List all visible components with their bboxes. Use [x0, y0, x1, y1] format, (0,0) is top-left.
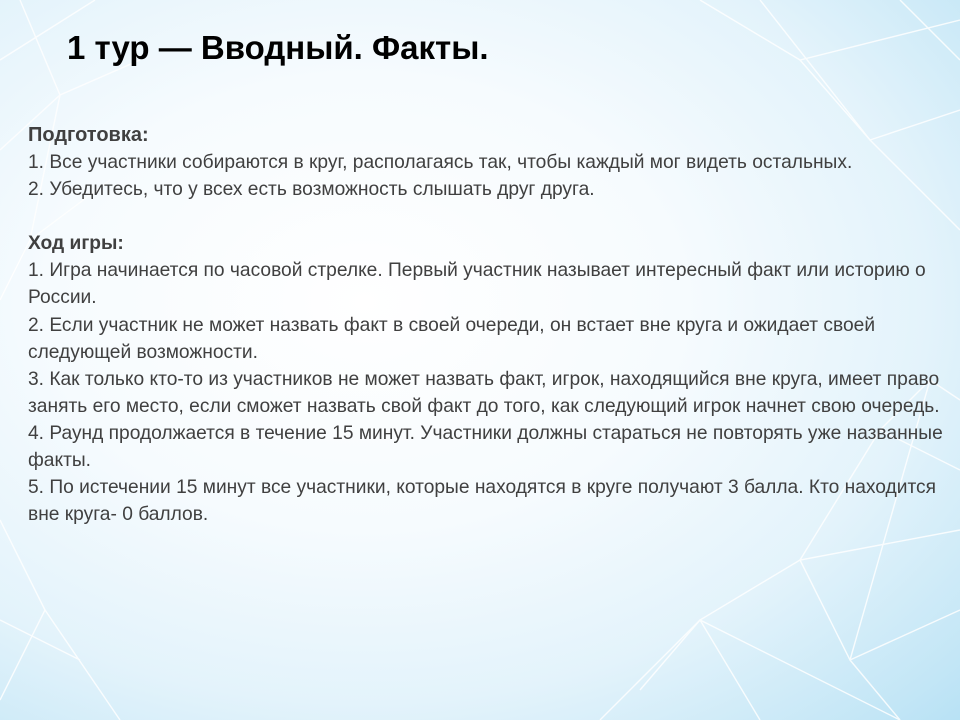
- gameplay-step: 1. Игра начинается по часовой стрелке. Первый участник называет интересный факт или историю о России.: [28, 260, 926, 309]
- gameplay-step: 2. Если участник не может назвать факт в своей очереди, он встает вне круга и ожидает своей следующей возможности.: [28, 314, 876, 363]
- gameplay-section: [28, 230, 943, 528]
- slide-title: 1 тур — Вводный. Факты.: [67, 29, 489, 66]
- gameplay-step: 4. Раунд продолжается в течение 15 минут. Участники должны стараться не повторять уже названные факты.: [28, 422, 943, 472]
- gameplay-step: 3. Как только кто-то из участников не может назвать факт, игрок, находящийся вне круга, имеет право занять его место, если сможет назвать свой факт до того, как следующий игрок начнет свою очередь.: [28, 368, 940, 417]
- section-spacer: [28, 203, 943, 230]
- gameplay-heading: Ход игры:: [28, 233, 124, 255]
- preparation-step: 1. Все участники собираются в круг, располагаясь так, чтобы каждый мог видеть остальных.: [28, 152, 853, 174]
- preparation-section: [28, 122, 943, 203]
- slide-body: [28, 122, 943, 528]
- gameplay-step: 5. По истечении 15 минут все участники, которые находятся в круге получают 3 балла. Кто находится вне круга- 0 баллов.: [28, 477, 937, 526]
- preparation-step: 2. Убедитесь, что у всех есть возможность слышать друг друга.: [28, 179, 595, 201]
- preparation-heading: Подготовка:: [28, 124, 149, 146]
